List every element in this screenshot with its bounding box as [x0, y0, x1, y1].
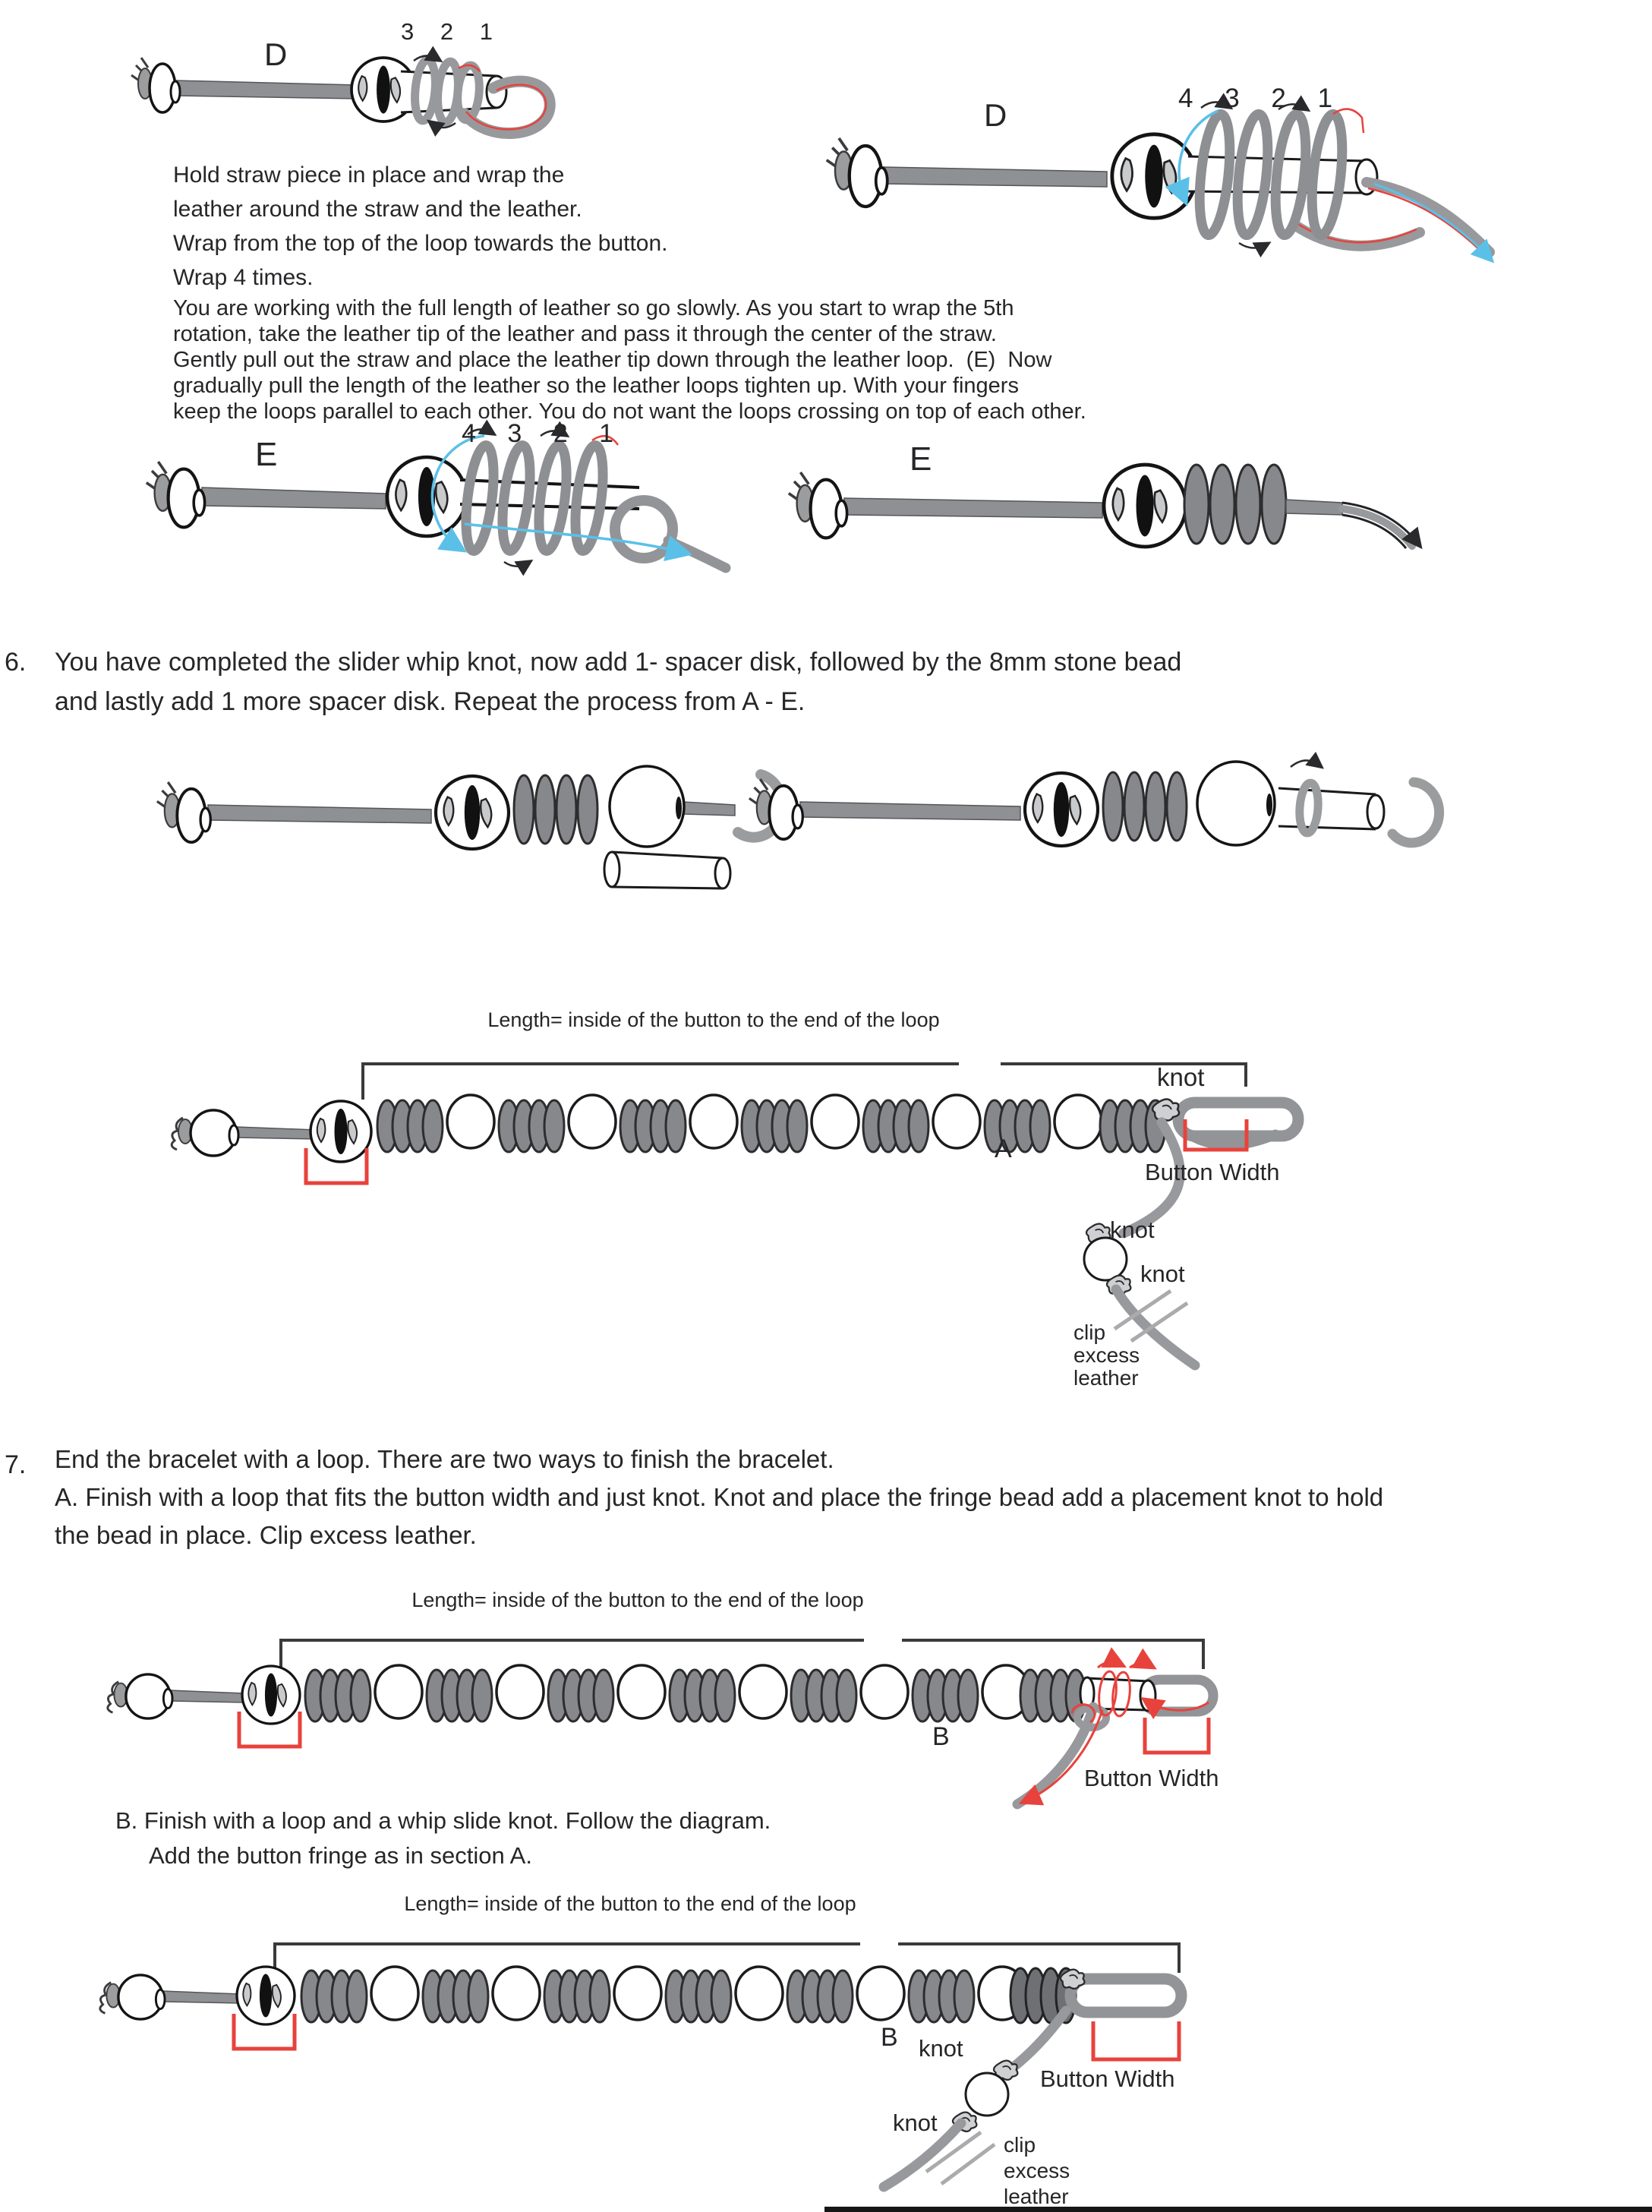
- diagram-d-right-illustration: [827, 102, 1490, 258]
- diagram-d-left-illustration: [131, 55, 550, 133]
- step7-number: 7.: [5, 1450, 27, 1479]
- step6-left-illustration: [157, 766, 783, 888]
- finish-a-knot-mid-label: knot: [1110, 1216, 1155, 1243]
- finish-b1-section-label: B: [932, 1722, 950, 1751]
- finish-a-knot-bottom-label: knot: [1140, 1261, 1185, 1287]
- finish-b2-knot-bottom-label: knot: [893, 2109, 938, 2136]
- finish-a-clip-label: leather: [1073, 1366, 1139, 1390]
- option-b-line: B. Finish with a loop and a whip slide knot. Follow the diagram.: [115, 1807, 771, 1834]
- step6-line: and lastly add 1 more spacer disk. Repeat the process from A - E.: [55, 687, 806, 716]
- wrap-instructions-line: Wrap from the top of the loop towards the button.: [173, 231, 668, 256]
- detail-instructions-line: Gently pull out the straw and place the leather tip down through the leather loop. (E) Now: [173, 348, 1052, 372]
- finish-a-section-label: A: [995, 1134, 1012, 1163]
- finish-b2-length-label: Length= inside of the button to the end of the loop: [404, 1892, 856, 1915]
- diagram-d-right-letter: D: [984, 97, 1007, 133]
- finish-b2-knot-top-label: knot: [919, 2035, 963, 2062]
- detail-instructions-line: keep the loops parallel to each other. You do not want the loops crossing on top of each other.: [173, 399, 1086, 424]
- page-edge-line: [824, 2207, 1652, 2212]
- wrap-instructions-line: Wrap 4 times.: [173, 265, 314, 290]
- diagram-e-right-illustration: [789, 465, 1418, 548]
- finish-a-clip-label: clip: [1073, 1321, 1106, 1344]
- finish-b1-button-width-label: Button Width: [1084, 1765, 1219, 1791]
- finish-b1-illustration: [108, 1640, 1213, 1804]
- finish-b2-clip-label: leather: [1004, 2185, 1069, 2208]
- finish-b2-button-width-label: Button Width: [1040, 2065, 1175, 2092]
- diagram-e-right-letter: E: [910, 440, 932, 478]
- diagram-e-left-letter: E: [255, 436, 278, 473]
- finish-a-length-label: Length= inside of the button to the end of the loop: [487, 1008, 940, 1031]
- step6-line: You have completed the slider whip knot, now add 1- spacer disk, followed by the 8mm stone bead: [55, 648, 1182, 677]
- wrap-instructions-line: leather around the straw and the leather.: [173, 197, 582, 222]
- diagram-d-left-letter: D: [264, 36, 288, 72]
- detail-instructions-line: rotation, take the leather tip of the leather and pass it through the center of the straw.: [173, 322, 997, 346]
- wrap-instructions-line: Hold straw piece in place and wrap the: [173, 163, 565, 188]
- step6-right-illustration: [749, 760, 1439, 846]
- finish-a-illustration: [172, 1064, 1298, 1365]
- step7-line: A. Finish with a loop that fits the button width and just knot. Knot and place the fringe bead add a placement knot to hold: [55, 1483, 1384, 1511]
- step7-line: End the bracelet with a loop. There are two ways to finish the bracelet.: [55, 1445, 834, 1473]
- diagram-e-left-illustration: [147, 429, 726, 568]
- finish-b2-clip-label: excess: [1004, 2159, 1070, 2182]
- diagram-d-left-wrap-numbers: 3 2 1: [401, 18, 503, 45]
- step6-number: 6.: [5, 648, 27, 677]
- finish-a-clip-label: excess: [1073, 1343, 1140, 1367]
- finish-b1-length-label: Length= inside of the button to the end of the loop: [411, 1589, 864, 1611]
- detail-instructions-line: gradually pull the length of the leather so the leather loops tighten up. With your fingers: [173, 374, 1019, 398]
- detail-instructions-line: You are working with the full length of leather so go slowly. As you start to wrap the 5th: [173, 296, 1014, 320]
- finish-b2-clip-label: clip: [1004, 2133, 1036, 2157]
- diagram-e-left-wrap-numbers: 4 3 2 1: [462, 419, 626, 448]
- step7-line: the bead in place. Clip excess leather.: [55, 1521, 477, 1549]
- finish-a-button-width-label: Button Width: [1145, 1159, 1280, 1185]
- diagram-d-right-wrap-numbers: 4 3 2 1: [1178, 84, 1345, 113]
- option-b-line: Add the button fringe as in section A.: [149, 1842, 532, 1869]
- finish-b2-section-label: B: [881, 2023, 898, 2052]
- finish-a-knot-top-label: knot: [1157, 1063, 1205, 1091]
